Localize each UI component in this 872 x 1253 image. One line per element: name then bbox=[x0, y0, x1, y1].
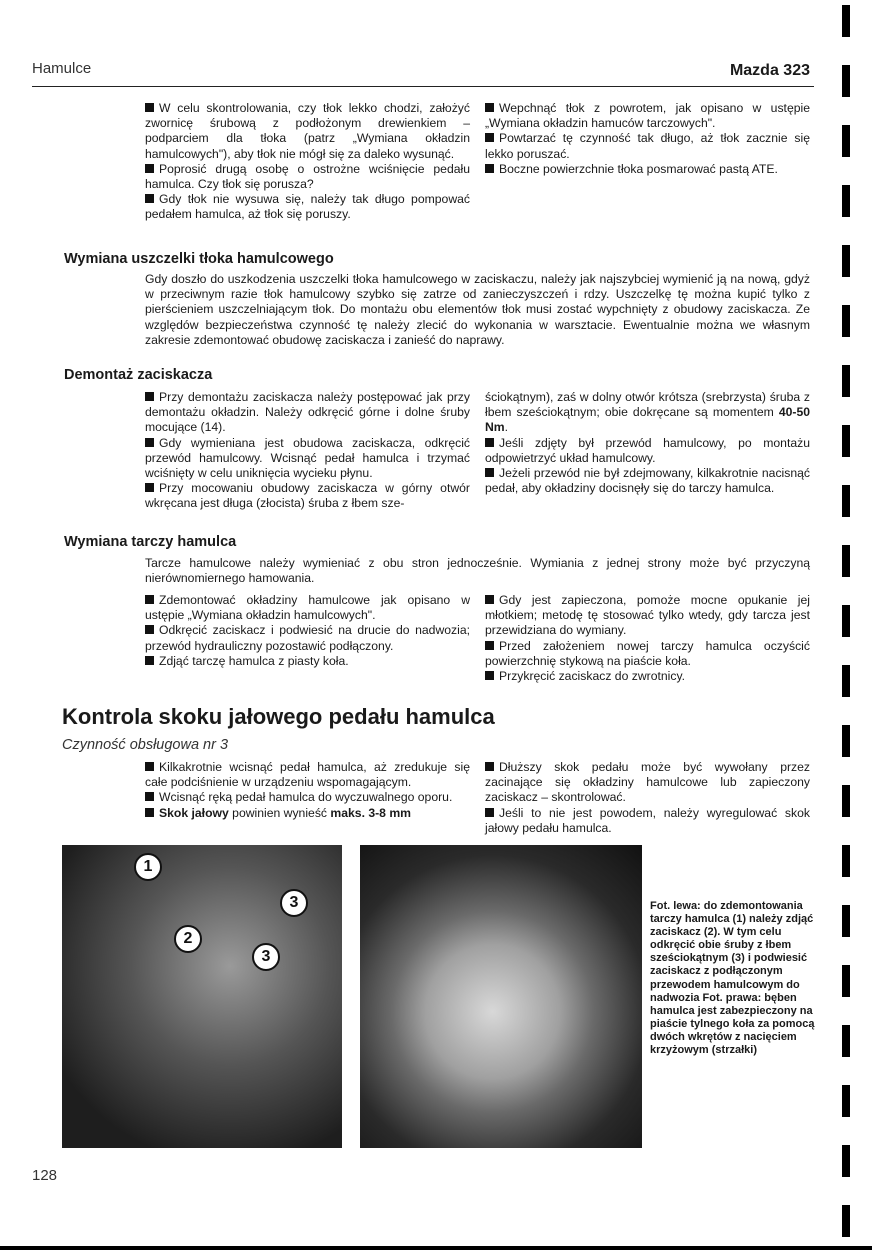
bullet-square-icon bbox=[145, 656, 154, 665]
bullet-square-icon bbox=[485, 164, 494, 173]
bullet-text: Poprosić drugą osobę o ostrożne wciśnięcie pedału hamulca. Czy tłok się porusza? bbox=[145, 161, 470, 192]
section-heading-disc: Wymiana tarczy hamulca bbox=[64, 534, 237, 550]
bullet-text: powinien wynieść bbox=[228, 805, 331, 820]
section-heading-seal: Wymiana uszczelki tłoka hamulcowego bbox=[64, 251, 334, 267]
bullet-text: Wepchnąć tłok z powrotem, jak opisano w ustępie „Wymiana okładzin hamuców tarczowych". bbox=[485, 101, 810, 131]
torque-value: 40-50 Nm bbox=[485, 405, 810, 435]
disc-right-column bbox=[485, 593, 810, 684]
bullet-text: Przy mocowaniu obudowy zaciskacza w górny otwór wkręcana jest długa (złocista) śruba z łbem sze- bbox=[145, 481, 470, 511]
page-number: 128 bbox=[32, 1167, 58, 1184]
caliper-left-column bbox=[145, 390, 470, 512]
chapter-title: Kontrola skoku jałowego pedału hamulca bbox=[62, 704, 495, 729]
bullet-item bbox=[485, 466, 810, 496]
bullet-item bbox=[145, 481, 470, 511]
margin-mark bbox=[842, 665, 850, 697]
margin-mark bbox=[842, 725, 850, 757]
bold-value: maks. 3-8 mm bbox=[330, 805, 412, 820]
bullet-item bbox=[145, 101, 470, 162]
caliper-right-column bbox=[485, 390, 810, 496]
bullet-item bbox=[485, 131, 810, 161]
bullet-text: Gdy jest zapieczona, pomoże mocne opukanie jej młotkiem; metodę tę stosować tylko wtedy, gdy tarcza jest przewidziana do wymiany. bbox=[485, 593, 810, 638]
bullet-square-icon bbox=[485, 103, 494, 112]
bullet-item bbox=[145, 623, 470, 653]
bold-term: Skok jałowy bbox=[159, 805, 229, 820]
bullet-square-icon bbox=[145, 164, 154, 173]
margin-mark bbox=[842, 485, 850, 517]
bullet-item bbox=[485, 760, 810, 806]
bullet-text: Jeśli zdjęty był przewód hamulcowy, po montażu odpowietrzyć układ hamulcowy. bbox=[485, 435, 810, 465]
bullet-square-icon bbox=[145, 194, 154, 203]
callout-marker: 3 bbox=[252, 943, 280, 971]
bullet-square-icon bbox=[145, 483, 154, 492]
callout-marker: 3 bbox=[280, 889, 308, 917]
margin-mark bbox=[842, 1025, 850, 1057]
disc-paragraph: Tarcze hamulcowe należy wymieniać z obu stron jednocześnie. Wymiania z jednej strony może być przyczyną nierównomiernego hamowania. bbox=[145, 556, 810, 586]
disc-left-column bbox=[145, 593, 470, 669]
pedal-left-column bbox=[145, 760, 470, 821]
bullet-item bbox=[485, 101, 810, 131]
margin-mark bbox=[842, 65, 850, 97]
margin-mark bbox=[842, 785, 850, 817]
bullet-text: Jeśli to nie jest powodem, należy wyregulować skok jałowy pedału hamulca. bbox=[485, 805, 810, 835]
margin-mark bbox=[842, 1145, 850, 1177]
bullet-text: Zdemontować okładziny hamulcowe jak opisano w ustępie „Wymiana okładzin hamulcowych". bbox=[145, 593, 470, 623]
photo-caption: Fot. lewa: do zdemontowania tarczy hamulca (1) należy zdjąć zaciskacz (2). W tym celu odkręcić obie śruby z łbem sześciokątnym (3) i podwiesić zaciskacz z podłączonym przewodem hamulcowym do nadwozia Fot. prawa: bęben hamulca jest zabezpieczony na piaście tylnego koła za pomocą dwóch wkrętów z nacięciem krzyżowym (strzałki) bbox=[650, 900, 815, 1057]
bullet-item bbox=[485, 162, 810, 177]
margin-mark bbox=[842, 605, 850, 637]
header-rule bbox=[32, 86, 814, 87]
margin-mark bbox=[842, 845, 850, 877]
bullet-text: Kilkakrotnie wcisnąć pedał hamulca, aż zredukuje się całe podciśnienie w urządzeniu wspomagającym. bbox=[145, 760, 470, 790]
bullet-item bbox=[145, 192, 470, 222]
text: ściokątnym), zaś w dolny otwór krótsza (srebrzysta) śruba z łbem sześciokątnym; obie dokręcane są momentem bbox=[485, 390, 810, 420]
bullet-text: Boczne powierzchnie tłoka posmarować pastą ATE. bbox=[499, 161, 778, 176]
bullet-text: Gdy wymieniana jest obudowa zaciskacza, odkręcić przewód hamulcowy. Wcisnąć pedał hamulca i trzymać wciśnięty w celu uniknięcia wycieku płynu. bbox=[145, 435, 470, 481]
bullet-item bbox=[145, 760, 470, 790]
margin-mark bbox=[842, 545, 850, 577]
bullet-item bbox=[145, 162, 470, 192]
bullet-text: Zdjąć tarczę hamulca z piasty koła. bbox=[159, 653, 349, 668]
continued-text bbox=[485, 390, 810, 436]
bullet-item bbox=[145, 790, 470, 805]
bullet-item bbox=[145, 436, 470, 482]
bullet-square-icon bbox=[145, 103, 154, 112]
bullet-square-icon bbox=[145, 392, 154, 401]
intro-right-column bbox=[485, 101, 810, 177]
intro-left-column bbox=[145, 101, 470, 223]
margin-mark bbox=[842, 305, 850, 337]
bullet-square-icon bbox=[145, 625, 154, 634]
bullet-square-icon bbox=[145, 438, 154, 447]
bullet-item bbox=[485, 639, 810, 669]
bullet-square-icon bbox=[485, 595, 494, 604]
section-heading-caliper: Demontaż zaciskacza bbox=[64, 367, 213, 383]
bullet-text: Dłuższy skok pedału może być wywołany przez zacinające się okładziny hamulcowe lub zapieczony zaciskacz – skontrolować. bbox=[485, 760, 810, 805]
callout-marker: 1 bbox=[134, 853, 162, 881]
bullet-text: Odkręcić zaciskacz i podwiesić na drucie do nadwozia; przewód hydrauliczny pozostawić podłączony. bbox=[145, 623, 470, 653]
bullet-square-icon bbox=[485, 468, 494, 477]
margin-mark bbox=[842, 905, 850, 937]
bullet-item bbox=[485, 436, 810, 466]
margin-mark bbox=[842, 365, 850, 397]
bullet-text: Gdy tłok nie wysuwa się, należy tak długo pompować pedałem hamulca, aż tłok się poruszy. bbox=[145, 192, 470, 222]
bullet-square-icon bbox=[485, 133, 494, 142]
margin-mark bbox=[842, 1085, 850, 1117]
margin-mark bbox=[842, 5, 850, 37]
running-header-section: Hamulce bbox=[32, 60, 92, 77]
bullet-item bbox=[485, 806, 810, 836]
bullet-square-icon bbox=[145, 792, 154, 801]
bullet-square-icon bbox=[145, 762, 154, 771]
bullet-item bbox=[145, 593, 470, 623]
bullet-text: Powtarzać tę czynność tak długo, aż tłok zacznie się lekko poruszać. bbox=[485, 131, 810, 161]
bullet-square-icon bbox=[145, 808, 154, 817]
text: . bbox=[504, 420, 509, 435]
pedal-right-column bbox=[485, 760, 810, 836]
bullet-square-icon bbox=[485, 438, 494, 447]
margin-mark bbox=[842, 1205, 850, 1237]
photo-brake-drum bbox=[360, 845, 642, 1148]
margin-mark bbox=[842, 965, 850, 997]
bullet-item bbox=[145, 390, 470, 436]
bullet-square-icon bbox=[145, 595, 154, 604]
bullet-item bbox=[145, 654, 470, 669]
bullet-text: Przed założeniem nowej tarczy hamulca oczyścić powierzchnię stykową na piaście koła. bbox=[485, 638, 810, 668]
callout-marker: 2 bbox=[174, 925, 202, 953]
seal-paragraph: Gdy doszło do uszkodzenia uszczelki tłoka hamulcowego w zaciskaczu, należy jak najszybciej wymienić ją na nową, gdyż w przeciwnym razie tłok hamulcowy szybko się zatrze od zanieczyszczeń i rdzy. Uszczelkę tę można kupić tylko z pierścieniem uszczelniającym tłok. Do montażu obu elementów tłok musi zostać wypchnięty z obudowy zaciskacza. Ze względów bezpieczeństwa czynność tę należy zlecić do wykonania w warsztacie. Ewentualnie można we własnym zakresie zdemontować obudowę zaciskacza i zanieść do naprawy. bbox=[145, 272, 810, 347]
bullet-text: W celu skontrolowania, czy tłok lekko chodzi, założyć zwornicę śrubową z podłożonym drewienkiem – podparciem dla tłoka (patrz „Wymiana okładzin hamulcowych"), aby tłok nie mógł się za daleko wysunąć. bbox=[145, 101, 470, 161]
bullet-square-icon bbox=[485, 762, 494, 771]
margin-mark bbox=[842, 185, 850, 217]
bullet-text: Jeżeli przewód nie był zdejmowany, kilkakrotnie nacisnąć pedał, aby okładziny docisnęły się do tarczy hamulca. bbox=[485, 466, 810, 496]
bullet-text: Przy demontażu zaciskacza należy postępować jak przy demontażu okładzin. Należy odkręcić górne i dolne śruby mocujące (14). bbox=[145, 390, 470, 435]
bullet-square-icon bbox=[485, 808, 494, 817]
bullet-item bbox=[145, 806, 470, 821]
bullet-square-icon bbox=[485, 641, 494, 650]
bullet-item bbox=[485, 593, 810, 639]
margin-mark bbox=[842, 245, 850, 277]
scan-edge-line bbox=[0, 1246, 872, 1250]
bullet-item bbox=[485, 669, 810, 684]
margin-mark bbox=[842, 425, 850, 457]
running-header-model: Mazda 323 bbox=[729, 62, 810, 79]
bullet-square-icon bbox=[485, 671, 494, 680]
bullet-text: Wcisnąć ręką pedał hamulca do wyczuwalnego oporu. bbox=[159, 790, 453, 805]
chapter-subtitle: Czynność obsługowa nr 3 bbox=[62, 737, 229, 753]
margin-mark bbox=[842, 125, 850, 157]
bullet-text: Przykręcić zaciskacz do zwrotnicy. bbox=[499, 669, 686, 684]
photo-brake-caliper bbox=[62, 845, 342, 1148]
